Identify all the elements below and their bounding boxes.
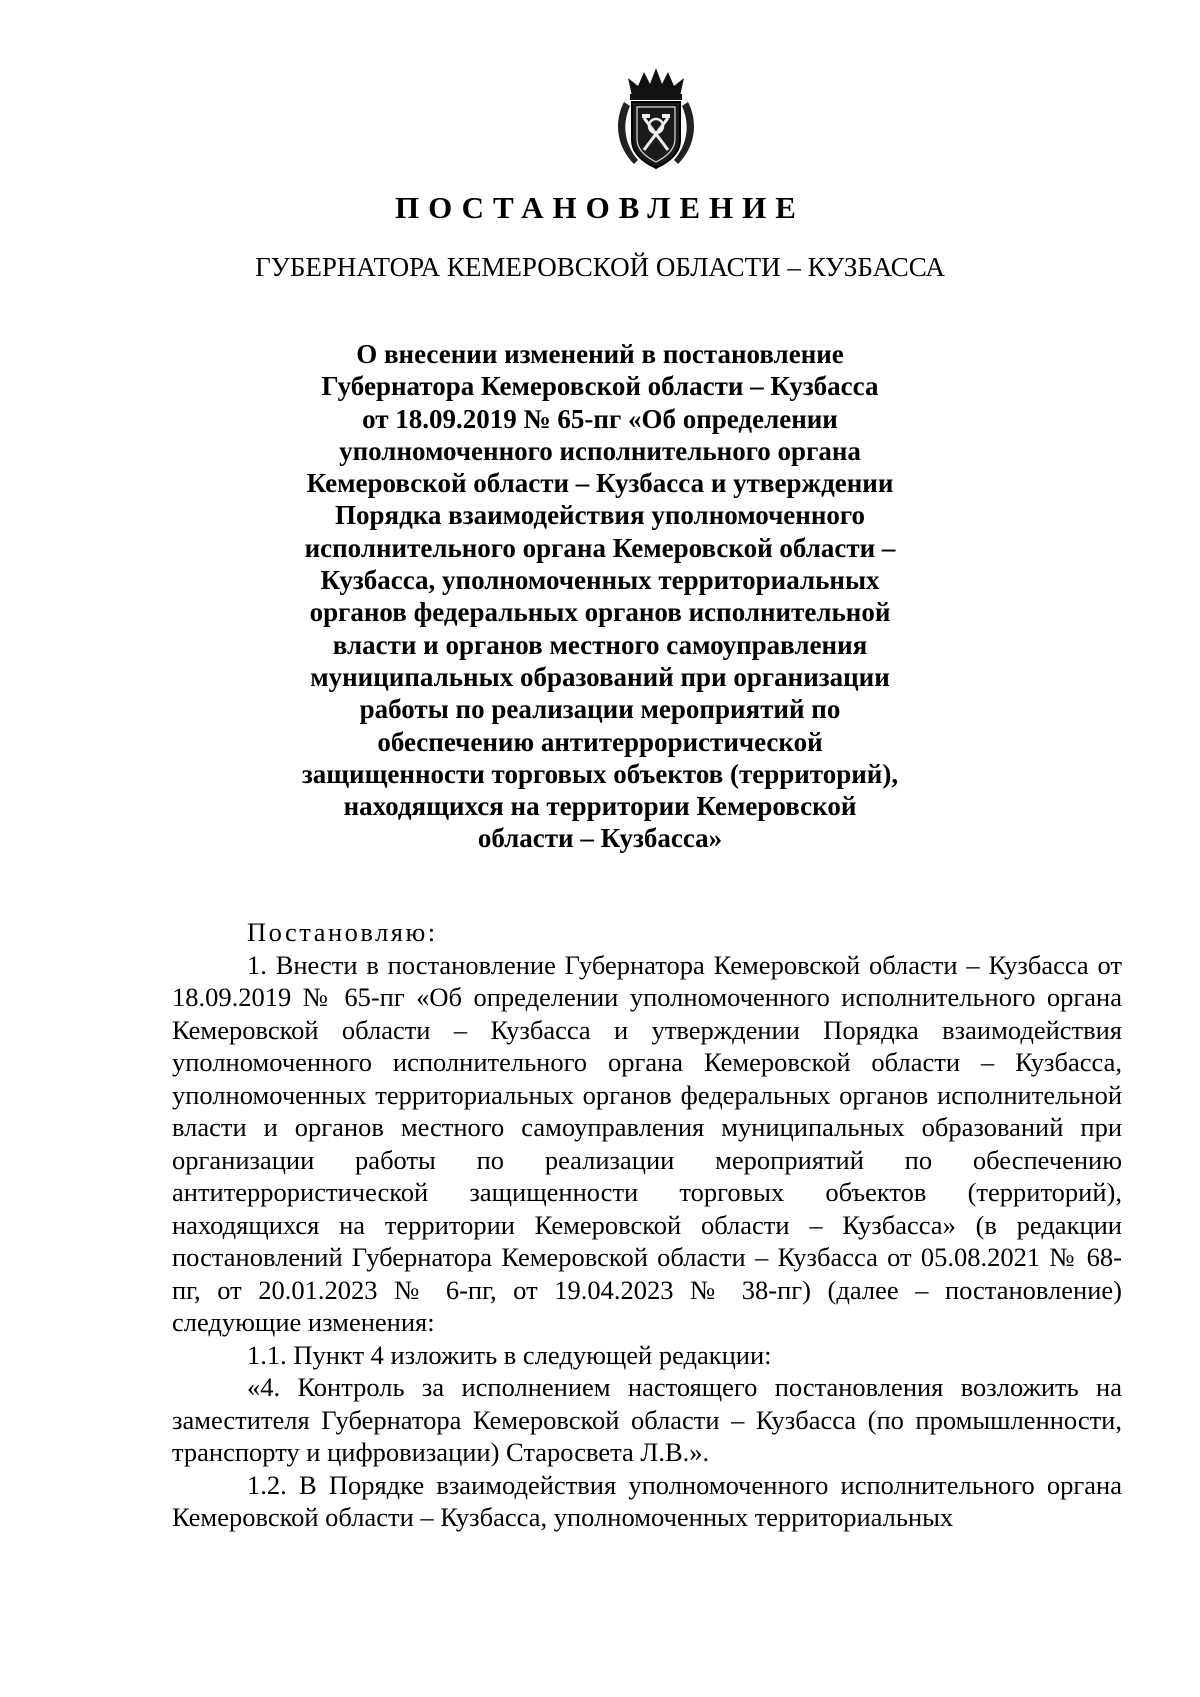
- document-title: [300, 338, 900, 855]
- title-line: обеспечению антитеррористической: [377, 726, 823, 757]
- title-line: от 18.09.2019 № 65-пг «Об определении: [362, 403, 838, 434]
- title-line: области – Кузбасса»: [477, 823, 723, 854]
- title-line: защищенности торговых объектов (территорий),: [301, 758, 899, 789]
- title-line: органов федеральных органов исполнительной: [309, 597, 891, 628]
- decree-word: Постановляю:: [247, 917, 438, 947]
- title-line: Кузбасса, уполномоченных территориальных: [320, 565, 880, 596]
- document-type-heading: ПОСТАНОВЛЕНИЕ: [395, 190, 805, 225]
- paragraph-1-1: 1.1. Пункт 4 изложить в следующей редакции:: [247, 1339, 772, 1370]
- title-line: работы по реализации мероприятий по: [359, 694, 841, 725]
- title-line: исполнительного органа Кемеровской области –: [304, 532, 896, 563]
- title-line: муниципальных образований при организации: [310, 661, 890, 692]
- paragraph-1-1-text: «4. Контроль за исполнением настоящего постановления возложить на заместителя Губернатора Кемеровской области – Кузбасса (по промышленности, транспорту и цифровизации) Старосвета Л.В.».: [172, 1372, 1122, 1467]
- title-line: уполномоченного исполнительного органа: [339, 435, 861, 466]
- paragraph-1-2: 1.2. В Порядке взаимодействия уполномоченного исполнительного органа Кемеровской области – Кузбасса, уполномоченных территориальных: [172, 1469, 1122, 1532]
- title-line: Порядка взаимодействия уполномоченного: [334, 500, 865, 531]
- title-line: Губернатора Кемеровской области – Кузбасса: [321, 371, 879, 402]
- title-line: власти и органов местного самоуправления: [332, 629, 868, 660]
- title-line: находящихся на территории Кемеровской: [343, 791, 857, 822]
- title-line: О внесении изменений в постановление: [356, 339, 844, 369]
- document-body: [172, 916, 1122, 1534]
- title-line: Кемеровской области – Кузбасса и утверждении: [306, 468, 894, 499]
- kemerovo-region-coat-of-arms-icon: [614, 66, 698, 172]
- paragraph-1: 1. Внести в постановление Губернатора Кемеровской области – Кузбасса от 18.09.2019 № 65-пг «Об определении уполномоченного исполнительного органа Кемеровской области – Кузбасса и утверждении Порядка взаимодействия уполномоченного исполнительного органа Кемеровской области – Кузбасса, уполномоченных территориальных органов федеральных органов исполнительной власти и органов местного самоуправления муниципальных образований при организации работы по реализации мероприятий по обеспечению антитеррористической защищенности торговых объектов (территорий), находящихся на территории Кемеровской области – Кузбасса» (в редакции постановлений Губернатора Кемеровской области – Кузбасса от 05.08.2021 № 68-пг, от 20.01.2023 № 6-пг, от 19.04.2023 № 38-пг) (далее – постановление) следующие изменения:: [172, 949, 1122, 1337]
- issuer-heading: ГУБЕРНАТОРА КЕМЕРОВСКОЙ ОБЛАСТИ – КУЗБАССА: [255, 252, 945, 282]
